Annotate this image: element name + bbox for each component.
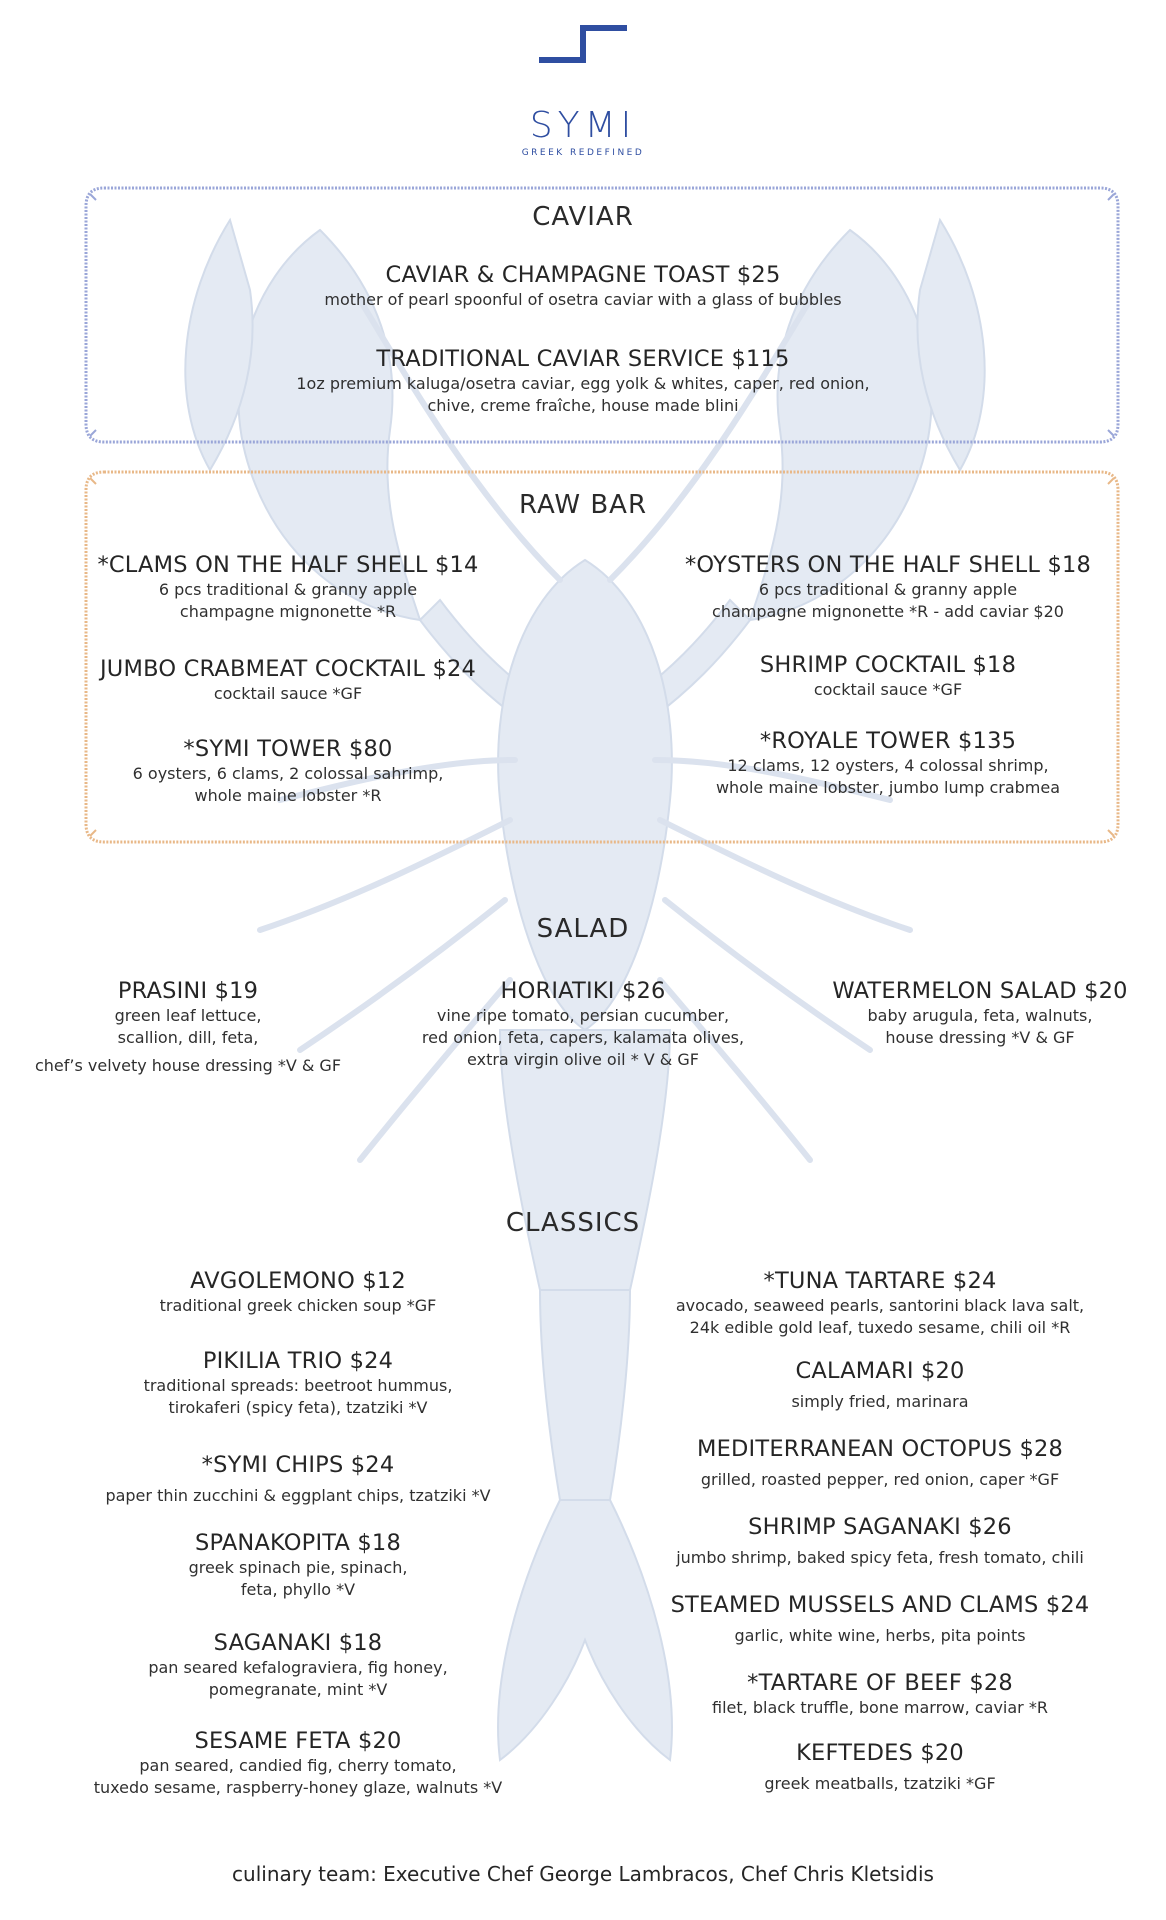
item-name: *CLAMS ON THE HALF SHELL $14 [97,552,479,578]
menu-item [660,1514,1100,1569]
item-desc: mother of pearl spoonful of osetra caviar with a glass of bubbles [324,290,842,309]
brand-logo [0,24,1166,158]
item-desc: 6 oysters, 6 clams, 2 colossal sahrimp, [132,764,444,783]
item-desc: 12 clams, 12 oysters, 4 colossal shrimp, [727,756,1049,775]
menu-item [678,652,1098,701]
menu-item [678,728,1098,799]
item-name: SESAME FETA $20 [194,1728,402,1754]
item-desc: 6 pcs traditional & granny apple [758,580,1018,599]
item-name: *SYMI TOWER $80 [183,736,393,762]
item-desc: scallion, dill, feta, [117,1028,259,1047]
menu-item [28,978,348,1077]
item-desc: green leaf lettuce, [114,1006,262,1025]
item-desc: greek meatballs, tzatziki *GF [764,1774,996,1793]
menu-item [660,1268,1100,1339]
item-desc: garlic, white wine, herbs, pita points [734,1626,1026,1645]
logo-mark-icon [537,24,629,64]
caviar-title: CAVIAR [532,202,634,232]
item-name: PIKILIA TRIO $24 [202,1348,394,1374]
menu-item [78,1452,518,1507]
menu-item [660,1670,1100,1719]
item-desc: chive, creme fraîche, house made blini [427,396,739,415]
menu-item [183,262,983,311]
item-desc: red onion, feta, capers, kalamata olives, [421,1028,745,1047]
item-desc: vine ripe tomato, persian cucumber, [436,1006,730,1025]
item-name: JUMBO CRABMEAT COCKTAIL $24 [99,656,477,682]
item-name: STEAMED MUSSELS AND CLAMS $24 [670,1592,1090,1618]
item-name: SAGANAKI $18 [213,1630,383,1656]
menu-item [78,1728,518,1799]
item-name: *ROYALE TOWER $135 [759,728,1017,754]
item-desc: traditional spreads: beetroot hummus, [143,1376,453,1395]
item-name: MEDITERRANEAN OCTOPUS $28 [696,1436,1063,1462]
item-desc: whole maine lobster, jumbo lump crabmea [715,778,1061,797]
item-name: HORIATIKI $26 [500,978,666,1004]
item-desc: whole maine lobster *R [194,786,382,805]
item-desc: tirokaferi (spicy feta), tzatziki *V [168,1398,428,1417]
menu-item [660,1592,1100,1647]
culinary-team-credit: culinary team: Executive Chef George Lambracos, Chef Chris Kletsidis [232,1862,934,1886]
item-desc: traditional greek chicken soup *GF [159,1296,437,1315]
item-desc: avocado, seaweed pearls, santorini black lava salt, [675,1296,1085,1315]
menu-item [78,1348,518,1419]
menu-item [183,346,983,417]
brand-tagline: GREEK REDEFINED [521,148,645,158]
item-desc: cocktail sauce *GF [813,680,963,699]
menu-item [88,552,488,623]
menu-item [78,1268,518,1317]
item-name: SHRIMP COCKTAIL $18 [759,652,1017,678]
item-name: SHRIMP SAGANAKI $26 [748,1514,1012,1540]
raw-bar-title: RAW BAR [518,490,648,520]
item-name: WATERMELON SALAD $20 [832,978,1128,1004]
classics-title: CLASSICS [505,1208,641,1238]
item-desc: greek spinach pie, spinach, [188,1558,408,1577]
item-name: CAVIAR & CHAMPAGNE TOAST $25 [385,262,781,288]
item-desc: pan seared, candied fig, cherry tomato, [139,1756,457,1775]
item-name: *TUNA TARTARE $24 [763,1268,997,1294]
menu-item [660,1436,1100,1491]
item-desc: house dressing *V & GF [885,1028,1075,1047]
brand-name: SYMI [529,105,637,146]
item-desc: pomegranate, mint *V [208,1680,388,1699]
menu-item [678,552,1098,623]
item-name: *TARTARE OF BEEF $28 [747,1670,1013,1696]
item-desc: 24k edible gold leaf, tuxedo sesame, chili oil *R [689,1318,1071,1337]
item-desc: 1oz premium kaluga/osetra caviar, egg yolk & whites, caper, red onion, [296,374,870,393]
item-desc: chef’s velvety house dressing *V & GF [34,1056,342,1075]
item-desc: 6 pcs traditional & granny apple [158,580,418,599]
menu-item [88,736,488,807]
item-desc: cocktail sauce *GF [213,684,363,703]
item-desc: champagne mignonette *R [179,602,397,621]
menu-item [398,978,768,1071]
menu-item [78,1630,518,1701]
item-desc: simply fried, marinara [791,1392,969,1411]
menu-item [78,1530,518,1601]
item-name: CALAMARI $20 [795,1358,965,1384]
item-desc: champagne mignonette *R - add caviar $20 [712,602,1064,621]
item-desc: grilled, roasted pepper, red onion, caper *GF [700,1470,1060,1489]
item-name: SPANAKOPITA $18 [195,1530,401,1556]
menu-item [810,978,1150,1049]
menu-item [660,1358,1100,1413]
item-desc: pan seared kefalograviera, fig honey, [148,1658,448,1677]
item-desc: baby arugula, feta, walnuts, [867,1006,1093,1025]
item-desc: extra virgin olive oil * V & GF [467,1050,699,1069]
item-desc: jumbo shrimp, baked spicy feta, fresh tomato, chili [676,1548,1084,1567]
item-desc: filet, black truffle, bone marrow, caviar *R [712,1698,1048,1717]
item-name: AVGOLEMONO $12 [190,1268,406,1294]
menu-item [660,1740,1100,1795]
item-desc: feta, phyllo *V [240,1580,356,1599]
menu-item [88,656,488,705]
item-name: KEFTEDES $20 [796,1740,964,1766]
item-name: PRASINI $19 [117,978,259,1004]
item-name: *SYMI CHIPS $24 [201,1452,395,1478]
item-desc: tuxedo sesame, raspberry-honey glaze, walnuts *V [93,1778,503,1797]
item-name: TRADITIONAL CAVIAR SERVICE $115 [376,346,790,372]
salad-title: SALAD [536,914,630,944]
item-desc: paper thin zucchini & eggplant chips, tzatziki *V [105,1486,491,1505]
item-name: *OYSTERS ON THE HALF SHELL $18 [684,552,1092,578]
